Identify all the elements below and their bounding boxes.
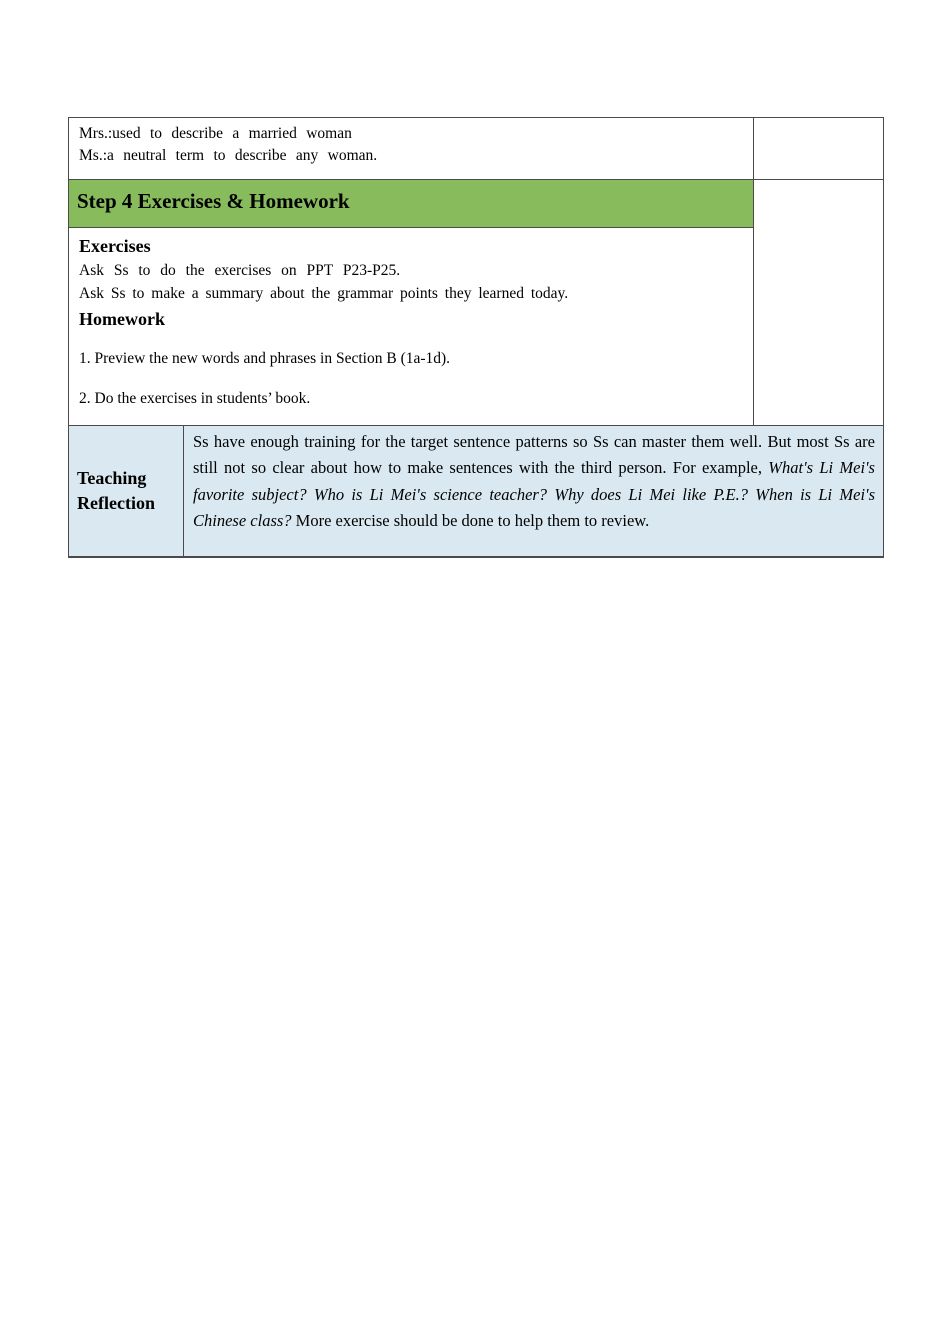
homework-heading: Homework [79,309,165,329]
side-merged-empty-cell [754,180,884,426]
lesson-plan-table [68,117,884,558]
teaching-reflection-row [69,426,884,558]
reflection-label: Teaching Reflection [77,468,155,513]
reflection-text-after: More exercise should be done to help them to review. [291,511,650,531]
exercises-line-2: Ask Ss to make a summary about the grammar points they learned today. [79,284,569,302]
reflection-text-italic: What's Li Mei's favorite subject? Who is Li Mei's science teacher? Why does Li Mei like P.E.? When is Li Mei's Chinese class? [193,458,875,531]
grammar-note-line-ms: Ms.:a neutral term to describe any woman. [79,147,378,164]
homework-item-1: 1. Preview the new words and phrases in Section B (1a-1d). [79,350,451,367]
step4-header-title: Step 4 Exercises & Homework [77,189,350,213]
grammar-note-line-mrs: Mrs.:used to describe a married woman [79,125,352,142]
exercises-line-1: Ask Ss to do the exercises on PPT P23-P25. [79,262,401,279]
grammar-note-cell [69,118,754,180]
reflection-text-before: Ss have enough training for the target sentence patterns so Ss can master them well. But most Ss are still not so clear about how to make sentences with the third person. For example, [193,432,875,478]
homework-item-2: 2. Do the exercises in students’ book. [79,389,311,407]
step4-header-cell [69,180,754,228]
exercises-heading: Exercises [79,236,151,256]
grammar-note-row [69,118,884,180]
reflection-text-cell [184,426,884,558]
side-empty-cell [754,118,884,180]
exercises-homework-cell [69,228,754,426]
step4-section [69,180,884,426]
reflection-label-cell [69,426,184,558]
